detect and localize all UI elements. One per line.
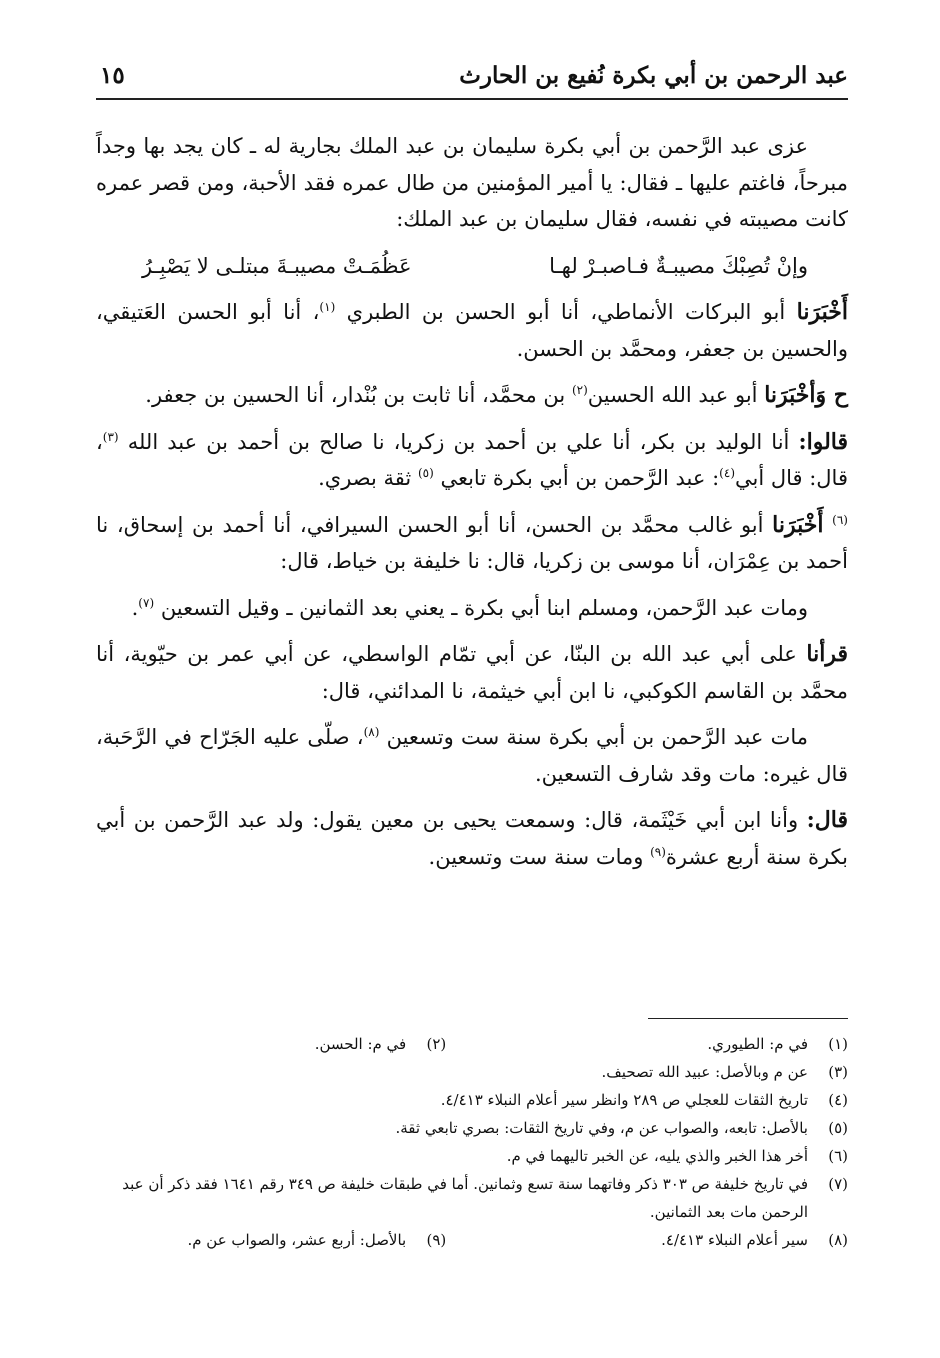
verse-first-hemistich: وإنْ تُصِبْكَ مصيبـةٌ فـاصبـرْ لهـا <box>549 253 808 278</box>
footnote-ref: (٨) <box>363 725 380 739</box>
footnote-number: (٢) <box>426 1035 447 1053</box>
paragraph-7 <box>96 636 848 709</box>
footnote-text: تاريخ الثقات للعجلي ص ٢٨٩ وانظر سير أعلام النبلاء ٤/٤١٣. <box>440 1091 808 1109</box>
footnote-3 <box>104 1058 848 1086</box>
paragraph-2 <box>96 294 848 367</box>
paragraph-4 <box>96 424 848 497</box>
paragraph-6: ومات عبد الرَّحمن، ومسلم ابنا أبي بكرة ـ يعني بعد الثمانين ـ وقيل التسعين $^{(٧)}$. <box>131 595 808 620</box>
paragraph-text: وأنا ابن أبي خَيْثَمة، قال: وسمعت يحيى بن معين يقول: ولد عبد الرَّحمن بن أبي بكرة سنة أربع عشرة <box>96 808 848 869</box>
page-number: ١٥ <box>100 62 125 89</box>
footnote-number: (٨) <box>828 1231 848 1249</box>
footnote-text: أخر هذا الخبر والذي يليه، عن الخبر تاليهما في م. <box>506 1147 808 1165</box>
paragraph-text: أبو غالب محمَّد بن الحسن، أنا أبو الحسن السيرافي، أنا أحمد بن إسحاق، نا أحمد بن عِمْرَان، أنا موسى بن زكريا، قال: نا خليفة بن خياط، قال: <box>96 512 848 573</box>
footnote-1 <box>476 1030 848 1058</box>
paragraph-text: ، قال: قال أبي <box>96 429 848 490</box>
poetry-verse <box>96 248 848 285</box>
paragraph-9 <box>96 802 848 875</box>
footnote-ref: (٧) <box>138 595 155 610</box>
paragraph-1: عزى عبد الرَّحمن بن أبي بكرة سليمان بن عبد الملك بجارية له ـ كان يجد بها وجداً مبرحاً، فاغتم عليها ـ فقال: يا أمير المؤمنين من طال عمره فقد الأحبة، ومن قصر عمره كانت مصيبته في نفسه، فقال سليمان بن عبد الملك: <box>96 134 848 231</box>
footnote-ref: (٩) <box>650 844 666 859</box>
narration-lead: أَخْبَرَنا <box>796 299 848 325</box>
paragraph-text: ، أنا أبو الحسن العَتيقي، والحسين بن جعفر، ومحمَّد بن الحسن. <box>96 300 848 361</box>
footnotes <box>104 1030 848 1254</box>
footnote-number: (٤) <box>828 1091 848 1109</box>
narration-lead: ح وَأخْبَرَنا <box>764 382 848 408</box>
main-text <box>96 128 848 885</box>
footnote-9 <box>104 1226 446 1254</box>
footnote-number: (٧) <box>828 1175 848 1193</box>
narration-lead: قالوا: <box>798 428 848 455</box>
footnote-number: (٣) <box>828 1063 848 1081</box>
footnote-text: عن م وبالأصل: عبيد الله تصحيف. <box>601 1063 808 1081</box>
footnote-text: في تاريخ خليفة ص ٣٠٣ ذكر وفاتهما سنة تسع وثمانين. أما في طبقات خليفة ص ٣٤٩ رقم ١٦٤١ فقد ذكر أن عبد الرحمن مات بعد الثمانين. <box>122 1175 808 1221</box>
footnote-4 <box>104 1086 848 1114</box>
running-title: عبد الرحمن بن أبي بكرة نُفيع بن الحارث <box>459 62 848 89</box>
paragraph-5 <box>96 507 848 580</box>
footnote-6 <box>104 1142 848 1170</box>
narration-lead: قال: <box>806 807 848 833</box>
footnote-text: بالأصل: تابعه، والصواب عن م، وفي تاريخ الثقات: بصري تابعي ثقة. <box>395 1119 808 1137</box>
paragraph-text: أبو عبد الله الحسين <box>587 383 758 407</box>
verse-second-hemistich: عَظُمَـتْ مصيبـةَ مبتلـى لا يَصْبِـرُ <box>142 253 412 278</box>
narration-lead: أَخْبَرَنا <box>772 511 824 538</box>
footnote-text: بالأصل: أربع عشر، والصواب عن م. <box>187 1231 407 1249</box>
footnote-text: في م: الطيوري. <box>707 1035 808 1053</box>
narration-lead: قرأنا <box>806 641 848 667</box>
footnote-ref: (٢) <box>571 383 588 397</box>
paragraph-text: بن محمَّد، أنا ثابت بن بُنْدار، أنا الحسين بن جعفر. <box>145 383 566 407</box>
paragraph-8 <box>96 719 848 792</box>
paragraph-text: ومات سنة ست وتسعين. <box>428 844 644 869</box>
page-header <box>96 58 848 100</box>
footnote-number: (١) <box>828 1035 848 1053</box>
footnote-ref: (٦) <box>832 512 848 527</box>
footnote-ref: (٥) <box>417 466 434 480</box>
footnote-text: سير أعلام النبلاء ٤/٤١٣. <box>661 1231 808 1249</box>
footnote-number: (٩) <box>426 1231 447 1249</box>
footnote-row <box>104 1226 848 1254</box>
footnote-7 <box>104 1170 848 1226</box>
footnote-8 <box>476 1226 848 1254</box>
footnote-5 <box>104 1114 848 1142</box>
footnote-ref: (١) <box>319 300 336 314</box>
paragraph-3 <box>96 377 848 414</box>
footnote-divider <box>648 1018 848 1019</box>
paragraph-text: ثقة بصري. <box>318 466 412 490</box>
paragraph-text: ، صلّى عليه الجَرّاح في الرَّحَبة، قال غيره: مات وقد شارف التسعين. <box>96 725 848 786</box>
footnote-number: (٦) <box>828 1147 848 1165</box>
paragraph-text: مات عبد الرَّحمن بن أبي بكرة سنة ست وتسعين <box>386 725 808 749</box>
footnote-ref: (٤) <box>719 466 735 480</box>
paragraph-text: : عبد الرَّحمن بن أبي بكرة تابعي <box>440 466 720 490</box>
paragraph-text: على أبي عبد الله بن البنّا، عن أبي تمّام الواسطي، عن أبي عمر بن حيّوية، أنا محمَّد بن القاسم الكوكبي، نا ابن أبي خيثمة، نا المدائني، قال: <box>96 642 848 703</box>
paragraph-text: أنا الوليد بن بكر، أنا علي بن أحمد بن زكريا، نا صالح بن أحمد بن عبد الله <box>127 429 790 454</box>
paragraph-text: ومات عبد الرَّحمن، ومسلم ابنا أبي بكرة ـ يعني بعد الثمانين ـ وقيل التسعين <box>160 595 808 620</box>
footnote-2 <box>104 1030 446 1058</box>
paragraph-text: أبو البركات الأنماطي، أنا أبو الحسن بن الطبري <box>346 300 786 324</box>
footnote-row <box>104 1030 848 1058</box>
footnote-number: (٥) <box>828 1119 848 1137</box>
footnote-ref: (٣) <box>102 429 119 444</box>
footnote-text: في م: الحسن. <box>314 1035 407 1053</box>
